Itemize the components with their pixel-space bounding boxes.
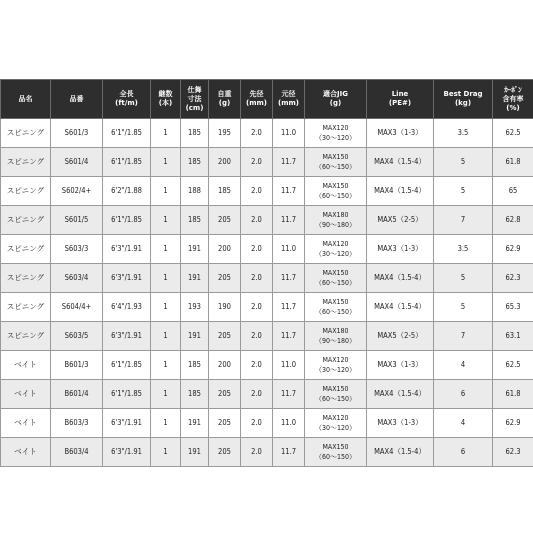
- cell-model: S602/4+: [51, 177, 103, 206]
- jig-max: MAX150: [322, 269, 349, 277]
- header-label: (%): [506, 103, 520, 112]
- cell-length: 6'1"/1.85: [103, 148, 151, 177]
- header-carbon-content: [493, 80, 533, 119]
- header-label: 寸法: [187, 94, 202, 103]
- header-jig-range: [305, 80, 367, 119]
- cell-tip-diameter: 2.0: [241, 206, 273, 235]
- cell-model: S603/5: [51, 322, 103, 351]
- cell-line: MAX3（1-3）: [367, 119, 434, 148]
- table-body: [1, 119, 533, 467]
- jig-max: MAX150: [322, 182, 349, 190]
- jig-range-text: （30～120）: [314, 424, 357, 432]
- table-header: [1, 80, 533, 119]
- cell-butt-diameter: 11.7: [273, 264, 305, 293]
- cell-type: スピニング: [1, 293, 51, 322]
- jig-max: MAX150: [322, 153, 349, 161]
- cell-type: スピニング: [1, 177, 51, 206]
- cell-line: MAX5（2-5）: [367, 206, 434, 235]
- cell-weight: 190: [209, 293, 241, 322]
- header-product-number: [51, 80, 103, 119]
- cell-drag: 3.5: [434, 235, 493, 264]
- jig-max: MAX120: [322, 414, 349, 422]
- header-tip-diameter: [241, 80, 273, 119]
- jig-max: MAX120: [322, 124, 349, 132]
- cell-closed-length: 191: [181, 322, 209, 351]
- cell-carbon: 61.8: [493, 148, 533, 177]
- cell-drag: 5: [434, 148, 493, 177]
- cell-jig-range: [305, 206, 367, 235]
- cell-butt-diameter: 11.7: [273, 293, 305, 322]
- cell-type: ベイト: [1, 351, 51, 380]
- cell-closed-length: 193: [181, 293, 209, 322]
- jig-range-text: （60～150）: [314, 395, 357, 403]
- header-label: ｶｰﾎﾞﾝ: [504, 85, 522, 94]
- header-product-type: [1, 80, 51, 119]
- cell-weight: 205: [209, 438, 241, 467]
- header-label: 仕舞: [187, 85, 202, 94]
- table-row: [1, 293, 533, 322]
- table-row: [1, 119, 533, 148]
- cell-weight: 185: [209, 177, 241, 206]
- cell-pieces: 1: [151, 264, 181, 293]
- jig-range-text: （90～180）: [314, 337, 357, 345]
- header-label: 自重: [217, 90, 232, 98]
- cell-line: MAX3（1-3）: [367, 351, 434, 380]
- header-butt-diameter: [273, 80, 305, 119]
- header-line-rating: [367, 80, 434, 119]
- header-row: [1, 80, 533, 119]
- cell-carbon: 62.9: [493, 409, 533, 438]
- cell-jig-range: [305, 235, 367, 264]
- cell-pieces: 1: [151, 119, 181, 148]
- cell-closed-length: 191: [181, 235, 209, 264]
- cell-type: ベイト: [1, 409, 51, 438]
- cell-butt-diameter: 11.7: [273, 206, 305, 235]
- header-closed-length: [181, 80, 209, 119]
- cell-weight: 205: [209, 322, 241, 351]
- cell-tip-diameter: 2.0: [241, 322, 273, 351]
- cell-length: 6'1"/1.85: [103, 206, 151, 235]
- cell-drag: 7: [434, 322, 493, 351]
- cell-closed-length: 191: [181, 438, 209, 467]
- cell-length: 6'2"/1.88: [103, 177, 151, 206]
- header-label: (cm): [185, 103, 204, 112]
- header-label: 含有率: [502, 94, 524, 103]
- header-label: (mm): [246, 99, 267, 107]
- cell-drag: 4: [434, 409, 493, 438]
- cell-butt-diameter: 11.7: [273, 322, 305, 351]
- cell-model: S601/5: [51, 206, 103, 235]
- cell-butt-diameter: 11.0: [273, 235, 305, 264]
- cell-tip-diameter: 2.0: [241, 177, 273, 206]
- table-row: [1, 438, 533, 467]
- cell-model: S604/4+: [51, 293, 103, 322]
- header-pieces: [151, 80, 181, 119]
- jig-range-text: （60～150）: [314, 279, 357, 287]
- header-best-drag: [434, 80, 493, 119]
- jig-max: MAX120: [322, 240, 349, 248]
- cell-carbon: 65: [493, 177, 533, 206]
- cell-model: S601/4: [51, 148, 103, 177]
- cell-closed-length: 185: [181, 119, 209, 148]
- cell-pieces: 1: [151, 438, 181, 467]
- spec-table-container: [0, 79, 533, 467]
- cell-weight: 205: [209, 264, 241, 293]
- header-label: (ft/m): [115, 99, 138, 107]
- header-label: (g): [329, 99, 342, 107]
- cell-drag: 6: [434, 438, 493, 467]
- cell-jig-range: [305, 438, 367, 467]
- cell-tip-diameter: 2.0: [241, 409, 273, 438]
- cell-carbon: 62.8: [493, 206, 533, 235]
- jig-max: MAX150: [322, 298, 349, 306]
- cell-tip-diameter: 2.0: [241, 264, 273, 293]
- cell-line: MAX3（1-3）: [367, 235, 434, 264]
- cell-butt-diameter: 11.7: [273, 177, 305, 206]
- cell-closed-length: 185: [181, 148, 209, 177]
- cell-length: 6'4"/1.93: [103, 293, 151, 322]
- cell-tip-diameter: 2.0: [241, 293, 273, 322]
- table-row: [1, 264, 533, 293]
- cell-line: MAX4（1.5-4）: [367, 293, 434, 322]
- jig-range-text: （60～150）: [314, 163, 357, 171]
- cell-butt-diameter: 11.7: [273, 148, 305, 177]
- spec-table: [0, 79, 533, 467]
- cell-carbon: 61.8: [493, 380, 533, 409]
- cell-weight: 205: [209, 206, 241, 235]
- cell-pieces: 1: [151, 235, 181, 264]
- jig-max: MAX180: [322, 211, 349, 219]
- jig-max: MAX180: [322, 327, 349, 335]
- cell-type: スピニング: [1, 235, 51, 264]
- cell-model: B601/4: [51, 380, 103, 409]
- cell-drag: 5: [434, 264, 493, 293]
- header-label: 品名: [18, 94, 33, 103]
- cell-model: B603/4: [51, 438, 103, 467]
- cell-length: 6'3"/1.91: [103, 322, 151, 351]
- cell-type: スピニング: [1, 264, 51, 293]
- header-label: (mm): [278, 99, 299, 107]
- cell-line: MAX4（1.5-4）: [367, 177, 434, 206]
- header-label: (PE#): [388, 99, 412, 107]
- header-label: 先径: [249, 90, 264, 98]
- cell-closed-length: 185: [181, 351, 209, 380]
- table-row: [1, 351, 533, 380]
- cell-type: スピニング: [1, 119, 51, 148]
- cell-closed-length: 191: [181, 264, 209, 293]
- header-label: 品番: [69, 94, 84, 103]
- cell-type: ベイト: [1, 380, 51, 409]
- cell-closed-length: 191: [181, 409, 209, 438]
- cell-type: スピニング: [1, 322, 51, 351]
- cell-tip-diameter: 2.0: [241, 351, 273, 380]
- table-row: [1, 322, 533, 351]
- jig-range-text: （90～180）: [314, 221, 357, 229]
- cell-closed-length: 185: [181, 380, 209, 409]
- jig-max: MAX150: [322, 385, 349, 393]
- cell-carbon: 62.9: [493, 235, 533, 264]
- cell-pieces: 1: [151, 322, 181, 351]
- cell-pieces: 1: [151, 206, 181, 235]
- cell-length: 6'3"/1.91: [103, 409, 151, 438]
- cell-butt-diameter: 11.0: [273, 409, 305, 438]
- cell-weight: 195: [209, 119, 241, 148]
- header-label: 継数: [158, 90, 173, 98]
- header-label: (kg): [454, 99, 472, 107]
- cell-carbon: 63.1: [493, 322, 533, 351]
- cell-line: MAX4（1.5-4）: [367, 148, 434, 177]
- table-row: [1, 206, 533, 235]
- cell-length: 6'1"/1.85: [103, 351, 151, 380]
- cell-weight: 200: [209, 235, 241, 264]
- cell-model: B601/3: [51, 351, 103, 380]
- cell-jig-range: [305, 264, 367, 293]
- cell-drag: 4: [434, 351, 493, 380]
- cell-weight: 200: [209, 351, 241, 380]
- jig-max: MAX120: [322, 356, 349, 364]
- cell-pieces: 1: [151, 351, 181, 380]
- header-label: (本): [158, 99, 173, 107]
- cell-jig-range: [305, 177, 367, 206]
- cell-tip-diameter: 2.0: [241, 380, 273, 409]
- header-label: 適合JIG: [323, 90, 348, 98]
- cell-butt-diameter: 11.7: [273, 438, 305, 467]
- header-weight: [209, 80, 241, 119]
- table-row: [1, 380, 533, 409]
- cell-length: 6'1"/1.85: [103, 380, 151, 409]
- cell-drag: 7: [434, 206, 493, 235]
- cell-weight: 200: [209, 148, 241, 177]
- cell-carbon: 62.3: [493, 438, 533, 467]
- cell-drag: 3.5: [434, 119, 493, 148]
- cell-jig-range: [305, 293, 367, 322]
- cell-line: MAX3（1-3）: [367, 409, 434, 438]
- cell-type: スピニング: [1, 206, 51, 235]
- cell-carbon: 62.3: [493, 264, 533, 293]
- cell-tip-diameter: 2.0: [241, 119, 273, 148]
- cell-jig-range: [305, 322, 367, 351]
- cell-line: MAX5（2-5）: [367, 322, 434, 351]
- jig-range-text: （30～120）: [314, 134, 357, 142]
- cell-butt-diameter: 11.7: [273, 380, 305, 409]
- cell-butt-diameter: 11.0: [273, 351, 305, 380]
- cell-carbon: 62.5: [493, 119, 533, 148]
- cell-length: 6'3"/1.91: [103, 438, 151, 467]
- cell-pieces: 1: [151, 293, 181, 322]
- jig-range-text: （60～150）: [314, 453, 357, 461]
- table-row: [1, 177, 533, 206]
- cell-model: S603/4: [51, 264, 103, 293]
- cell-tip-diameter: 2.0: [241, 438, 273, 467]
- jig-range-text: （60～150）: [314, 308, 357, 316]
- table-row: [1, 409, 533, 438]
- jig-range-text: （30～120）: [314, 366, 357, 374]
- cell-length: 6'1"/1.85: [103, 119, 151, 148]
- cell-model: B603/3: [51, 409, 103, 438]
- header-label: Best Drag: [443, 90, 483, 98]
- cell-jig-range: [305, 409, 367, 438]
- cell-drag: 5: [434, 293, 493, 322]
- header-label: Line: [391, 90, 409, 98]
- table-row: [1, 235, 533, 264]
- cell-type: スピニング: [1, 148, 51, 177]
- cell-closed-length: 185: [181, 206, 209, 235]
- cell-pieces: 1: [151, 380, 181, 409]
- header-total-length: [103, 80, 151, 119]
- cell-closed-length: 188: [181, 177, 209, 206]
- cell-drag: 5: [434, 177, 493, 206]
- jig-max: MAX150: [322, 443, 349, 451]
- cell-jig-range: [305, 351, 367, 380]
- cell-carbon: 65.3: [493, 293, 533, 322]
- jig-range-text: （30～120）: [314, 250, 357, 258]
- cell-drag: 6: [434, 380, 493, 409]
- cell-carbon: 62.5: [493, 351, 533, 380]
- cell-type: ベイト: [1, 438, 51, 467]
- cell-pieces: 1: [151, 148, 181, 177]
- cell-pieces: 1: [151, 177, 181, 206]
- header-label: 全長: [119, 90, 134, 98]
- cell-pieces: 1: [151, 409, 181, 438]
- cell-butt-diameter: 11.0: [273, 119, 305, 148]
- cell-jig-range: [305, 380, 367, 409]
- cell-line: MAX4（1.5-4）: [367, 380, 434, 409]
- cell-line: MAX4（1.5-4）: [367, 264, 434, 293]
- cell-weight: 205: [209, 380, 241, 409]
- cell-model: S603/3: [51, 235, 103, 264]
- table-row: [1, 148, 533, 177]
- cell-line: MAX4（1.5-4）: [367, 438, 434, 467]
- cell-jig-range: [305, 119, 367, 148]
- cell-tip-diameter: 2.0: [241, 235, 273, 264]
- header-label: 元径: [281, 90, 296, 98]
- jig-range-text: （60～150）: [314, 192, 357, 200]
- header-label: (g): [218, 99, 231, 107]
- cell-tip-diameter: 2.0: [241, 148, 273, 177]
- cell-jig-range: [305, 148, 367, 177]
- cell-length: 6'3"/1.91: [103, 264, 151, 293]
- cell-length: 6'3"/1.91: [103, 235, 151, 264]
- cell-weight: 205: [209, 409, 241, 438]
- cell-model: S601/3: [51, 119, 103, 148]
